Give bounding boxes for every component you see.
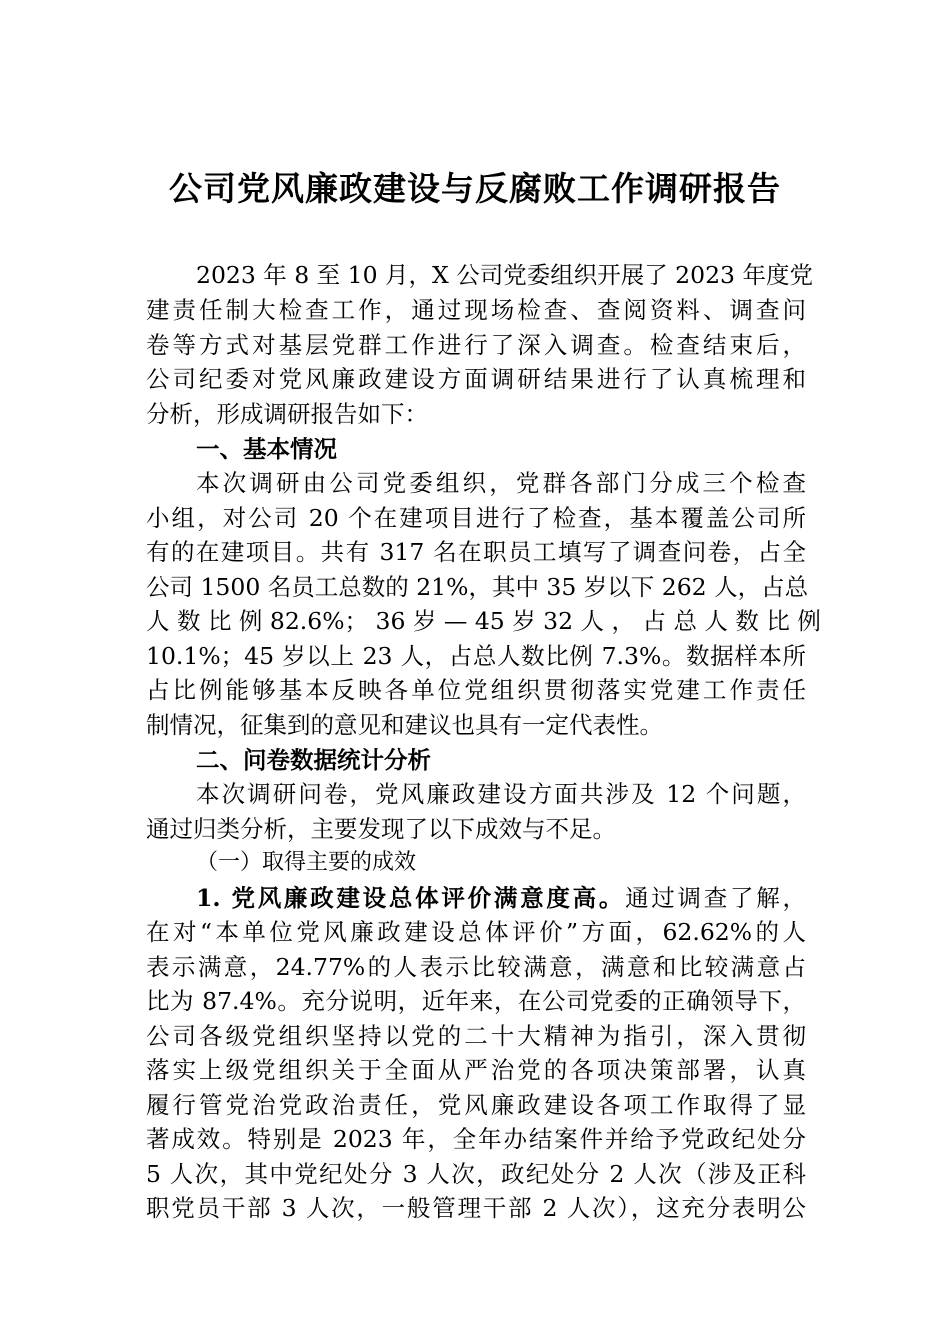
- page-title: 公司党风廉政建设与反腐败工作调研报告: [169, 169, 781, 208]
- paragraph-line: 占比例能够基本反映各单位党组织贯彻落实党建工作责任: [146, 676, 806, 704]
- paragraph-line: 职党员干部 3 人次，一般管理干部 2 人次），这充分表明公: [146, 1194, 806, 1222]
- subsection-heading: （一）取得主要的成效: [196, 850, 417, 875]
- paragraph-line: 公司各级党组织坚持以党的二十大精神为指引，深入贯彻: [146, 1022, 806, 1050]
- paragraph-line: 5 人次，其中党纪处分 3 人次，政纪处分 2 人次（涉及正科: [146, 1160, 806, 1188]
- paragraph-line: 在对“本单位党风廉政建设总体评价”方面，62.62%的人: [146, 918, 806, 946]
- paragraph-line: 通过归类分析，主要发现了以下成效与不足。: [146, 815, 616, 843]
- paragraph-line: 著成效。特别是 2023 年，全年办结案件并给予党政纪处分: [146, 1125, 806, 1153]
- paragraph-line: 2023 年 8 至 10 月，X 公司党委组织开展了 2023 年度党: [196, 261, 813, 289]
- paragraph-line: 表示满意，24.77%的人表示比较满意，满意和比较满意占: [146, 953, 806, 981]
- paragraph-line: 比为 87.4%。充分说明，近年来，在公司党委的正确领导下，: [146, 987, 806, 1015]
- paragraph-line: 分析，形成调研报告如下：: [146, 400, 428, 428]
- paragraph-line: 人 数 比 例 82.6%； 36 岁 — 45 岁 32 人 ， 占 总 人 数 比 例: [146, 607, 821, 635]
- paragraph-line: 小组，对公司 20 个在建项目进行了检查，基本覆盖公司所: [146, 504, 806, 532]
- paragraph-line: 有的在建项目。共有 317 名在职员工填写了调查问卷，占全: [146, 538, 806, 566]
- paragraph-line: 本次调研由公司党委组织，党群各部门分成三个检查: [196, 469, 806, 497]
- point-heading: 1. 党风廉政建设总体评价满意度高。: [196, 884, 626, 912]
- paragraph-line: 履行管党治党政治责任，党风廉政建设各项工作取得了显: [146, 1091, 806, 1119]
- section-heading: 一、基本情况: [196, 435, 337, 463]
- paragraph-line: [196, 881, 806, 915]
- paragraph-line: 公司 1500 名员工总数的 21%，其中 35 岁以下 262 人，占总: [146, 573, 809, 601]
- paragraph-line: 制情况，征集到的意见和建议也具有一定代表性。: [146, 711, 663, 739]
- paragraph-line: 公司纪委对党风廉政建设方面调研结果进行了认真梳理和: [146, 365, 806, 393]
- paragraph-line: 本次调研问卷，党风廉政建设方面共涉及 12 个问题，: [196, 780, 806, 808]
- paragraph-line: 建责任制大检查工作，通过现场检查、查阅资料、调查问: [146, 296, 806, 324]
- section-heading: 二、问卷数据统计分析: [196, 746, 431, 774]
- paragraph-line: 10.1%；45 岁以上 23 人，占总人数比例 7.3%。数据样本所: [146, 642, 806, 670]
- point-text: 通过调查了解，: [625, 884, 807, 912]
- paragraph-line: 落实上级党组织关于全面从严治党的各项决策部署，认真: [146, 1056, 806, 1084]
- paragraph-line: 卷等方式对基层党群工作进行了深入调查。检查结束后，: [146, 331, 806, 359]
